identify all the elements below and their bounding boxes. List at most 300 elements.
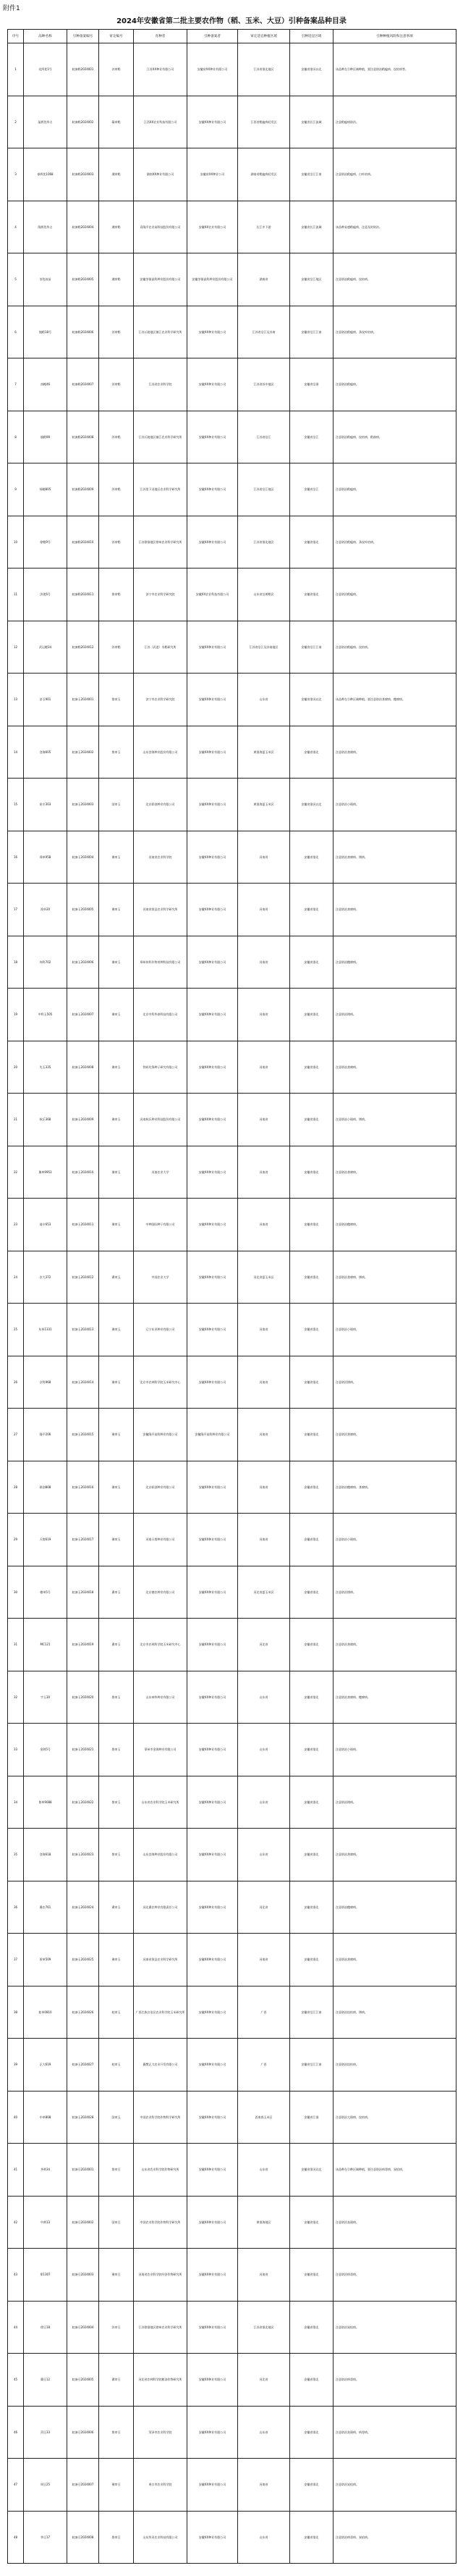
cell-approval-no: 苏审稻	[99, 43, 134, 96]
cell-record-no: 皖备豆2024006	[67, 2406, 99, 2459]
cell-breeder: 济宁市农业科学研究院	[134, 569, 187, 621]
cell-applicant: 安徽XX农业科技有限公司	[187, 569, 238, 621]
cell-applicant: 安徽XX种业有限公司	[187, 411, 238, 463]
cell-breeder: 河北冀农种业有限责任公司	[134, 1881, 187, 1934]
cell-approved-region: 江苏省沿江及苏南	[238, 306, 290, 358]
cell-breeder: 北京市农林科学院玉米研究中心	[134, 1619, 187, 1671]
cell-approved-region: 山东省	[238, 1829, 290, 1881]
cell-variety: 先玉335	[24, 1041, 67, 1094]
cell-record-no: 皖备玉2024013	[67, 1304, 99, 1356]
cell-breeder: 山东登海种业股份有限公司	[134, 1829, 187, 1881]
header-approved-region: 审定适宜种植区域	[238, 30, 290, 43]
cell-risk-notes: 注意防治病毒病。	[334, 2354, 456, 2407]
cell-variety: 东单1331	[24, 1304, 67, 1356]
cell-breeder: 北京市农林科学院玉米研究中心	[134, 1356, 187, 1409]
cell-approved-region: 山东省	[238, 1724, 290, 1776]
table-row	[8, 1041, 456, 1094]
cell-variety: 徐豆18	[24, 2301, 67, 2354]
table-row	[8, 1514, 456, 1566]
cell-record-no: 皖备稻2024012	[67, 621, 99, 674]
cell-approval-no: 湘审稻	[99, 201, 134, 253]
cell-record-no: 皖备玉2024003	[67, 779, 99, 831]
table-row	[8, 1619, 456, 1671]
cell-breeder: 江苏徐淮地区徐州农业科学研究所	[134, 2301, 187, 2354]
cell-intro-region: 安徽省淮北	[290, 569, 334, 621]
cell-variety: 镇稻18号	[24, 306, 67, 358]
cell-index: 29	[8, 1514, 24, 1566]
cell-applicant: 安徽XX种业有限公司	[187, 674, 238, 726]
cell-variety: 武运粳34	[24, 621, 67, 674]
cell-intro-region: 安徽省淮北	[290, 1146, 334, 1199]
cell-record-no: 皖备玉2024010	[67, 1146, 99, 1199]
table-row	[8, 1356, 456, 1409]
table-row	[8, 569, 456, 621]
cell-intro-region: 安徽省淮北	[290, 1514, 334, 1566]
cell-record-no: 皖备玉2024027	[67, 2039, 99, 2092]
table-row	[8, 2354, 456, 2407]
cell-record-no: 皖备玉2024014	[67, 1356, 99, 1409]
cell-record-no: 皖备玉2024011	[67, 1199, 99, 1251]
cell-breeder: 广西壮族自治区农业科学院玉米研究所	[134, 1986, 187, 2039]
cell-intro-region: 安徽省沿江江南	[290, 148, 334, 201]
cell-index: 48	[8, 2511, 24, 2564]
table-row	[8, 148, 456, 201]
cell-record-no: 皖备稻2024005	[67, 253, 99, 306]
cell-record-no: 皖备豆2024001	[67, 2144, 99, 2197]
cell-breeder: 周口市农业科学院	[134, 2459, 187, 2512]
cell-index: 32	[8, 1671, 24, 1724]
cell-breeder: 江苏丘陵地区镇江农业科学研究所	[134, 306, 187, 358]
cell-record-no: 皖备稻2024009	[67, 463, 99, 516]
cell-breeder: 江苏省农业科学院	[134, 358, 187, 411]
cell-record-no: 皖备豆2024008	[67, 2511, 99, 2564]
cell-breeder: 襄樊正大农业开发有限公司	[134, 2039, 187, 2092]
cell-approval-no: 豫审玉	[99, 1094, 134, 1146]
cell-variety: 桂单0810	[24, 1986, 67, 2039]
cell-index: 23	[8, 1199, 24, 1251]
cell-approved-region: 山东省	[238, 1671, 290, 1724]
cell-index: 35	[8, 1829, 24, 1881]
cell-intro-region: 安徽省沿江江南	[290, 2039, 334, 2092]
cell-intro-region: 安徽省淮河以北	[290, 2144, 334, 2197]
cell-breeder: 菏泽市农业科学院	[134, 2406, 187, 2459]
table-row	[8, 358, 456, 411]
cell-variety: 秋乐368	[24, 1094, 67, 1146]
cell-approved-region: 西南春玉米区	[238, 2091, 290, 2144]
cell-variety: 周豆25	[24, 2459, 67, 2512]
table-row	[8, 96, 456, 148]
cell-intro-region: 安徽省淮北	[290, 884, 334, 936]
cell-approved-region: 江西省稻瘟病轻发区	[238, 96, 290, 148]
cell-risk-notes: 注意防治大斑病、纹枯病。	[334, 2091, 456, 2144]
cell-approved-region: 河南省	[238, 936, 290, 989]
cell-variety: 浚单20	[24, 884, 67, 936]
cell-intro-region: 安徽省淮北	[290, 1776, 334, 1829]
cell-record-no: 皖备玉2024025	[67, 1934, 99, 1986]
cell-variety: 裕丰303	[24, 779, 67, 831]
cell-approval-no: 苏审豆	[99, 2301, 134, 2354]
cell-applicant: 安徽XX种业有限公司	[187, 2354, 238, 2407]
cell-approval-no: 鲁审豆	[99, 2511, 134, 2564]
cell-index: 1	[8, 43, 24, 96]
cell-applicant: 安徽XX种业有限公司	[187, 1724, 238, 1776]
cell-risk-notes: 注意防治穗腐病。	[334, 1881, 456, 1934]
cell-approval-no: 冀审玉	[99, 1881, 134, 1934]
table-row	[8, 253, 456, 306]
cell-variety: MC121	[24, 1619, 67, 1671]
cell-index: 11	[8, 569, 24, 621]
cell-applicant: 安徽XX种业有限公司	[187, 989, 238, 1041]
cell-approved-region: 黄淮海夏玉米区	[238, 779, 290, 831]
cell-breeder: 河南省浚县农业科学研究所	[134, 1934, 187, 1986]
cell-applicant: 安徽XX种业有限公司	[187, 2301, 238, 2354]
cell-index: 7	[8, 358, 24, 411]
cell-breeder: 山东登海种业股份有限公司	[134, 726, 187, 779]
cell-index: 15	[8, 779, 24, 831]
cell-variety: 隆平206	[24, 1409, 67, 1461]
cell-approval-no: 苏审稻	[99, 306, 134, 358]
cell-intro-region: 安徽省沿江地区	[290, 253, 334, 306]
cell-variety: 中单808	[24, 2091, 67, 2144]
table-row	[8, 516, 456, 569]
cell-intro-region: 安徽省淮北	[290, 2301, 334, 2354]
cell-risk-notes: 注意防治小斑病、锈病。	[334, 1094, 456, 1146]
cell-approved-region: 河南省	[238, 831, 290, 884]
table-row	[8, 726, 456, 779]
cell-approval-no: 豫审玉	[99, 989, 134, 1041]
table-row	[8, 2196, 456, 2249]
cell-variety: 齐黄34	[24, 2144, 67, 2197]
cell-risk-notes: 注意防治穗腐病。	[334, 1199, 456, 1251]
cell-breeder: 铁岭先锋种子研究有限公司	[134, 1041, 187, 1094]
cell-approved-region: 河北省	[238, 1881, 290, 1934]
cell-breeder: 湖南XX种业有限公司	[134, 148, 187, 201]
cell-risk-notes: 注意防治茎腐病。	[334, 1934, 456, 1986]
cell-approved-region: 河南省	[238, 1409, 290, 1461]
cell-intro-region: 安徽省淮北	[290, 1829, 334, 1881]
cell-approval-no: 苏审稻	[99, 411, 134, 463]
cell-approval-no: 冀审玉	[99, 1566, 134, 1619]
table-row	[8, 1199, 456, 1251]
cell-applicant: 安徽XX种业有限公司	[187, 96, 238, 148]
cell-applicant: 安徽XX种业有限公司	[187, 726, 238, 779]
cell-variety: 华豆17	[24, 2511, 67, 2564]
cell-intro-region: 安徽省淮北	[290, 2459, 334, 2512]
cell-applicant: 安徽XX种业有限公司	[187, 306, 238, 358]
cell-approval-no: 豫审玉	[99, 1304, 134, 1356]
table-row	[8, 1461, 456, 1514]
cell-index: 13	[8, 674, 24, 726]
cell-risk-notes: 注意防治小斑病。	[334, 1514, 456, 1566]
cell-variety: 天塔619	[24, 1514, 67, 1566]
cell-applicant: 安徽XX种业有限公司	[187, 358, 238, 411]
cell-breeder: 江苏里下河地区农业科学研究所	[134, 463, 187, 516]
cell-applicant: 安徽XX种业有限公司	[187, 1776, 238, 1829]
cell-index: 33	[8, 1724, 24, 1776]
cell-approved-region: 河北省夏玉米区	[238, 1566, 290, 1619]
cell-index: 12	[8, 621, 24, 674]
cell-breeder: 江苏XX种业有限公司	[134, 43, 187, 96]
cell-applicant: 安徽XX种业有限公司	[187, 936, 238, 989]
cell-variety: 伟科702	[24, 936, 67, 989]
table-row	[8, 621, 456, 674]
cell-breeder: 山东省农业科学院玉米研究所	[134, 1776, 187, 1829]
cell-intro-region: 安徽省沿江	[290, 411, 334, 463]
cell-approval-no: 冀审豆	[99, 2354, 134, 2407]
cell-applicant: 安徽XX农业有限公司	[187, 201, 238, 253]
cell-applicant: 安徽XX种业有限公司	[187, 2459, 238, 2512]
cell-intro-region: 安徽省淮河以北	[290, 779, 334, 831]
cell-breeder: 济宁市农业科学研究院	[134, 674, 187, 726]
cell-record-no: 皖备豆2024002	[67, 2196, 99, 2249]
cell-risk-notes: 注意防治小斑病。	[334, 1724, 456, 1776]
cell-approved-region: 江苏省苏中地区	[238, 358, 290, 411]
cell-index: 19	[8, 989, 24, 1041]
table-row	[8, 989, 456, 1041]
cell-risk-notes: 注意防治茎腐病。	[334, 1041, 456, 1094]
cell-record-no: 皖备稻2024008	[67, 411, 99, 463]
cell-intro-region: 安徽省沿江江南	[290, 306, 334, 358]
cell-approved-region: 江苏省淮北地区	[238, 2301, 290, 2354]
cell-approval-no: 湘审稻	[99, 253, 134, 306]
cell-record-no: 皖备玉2024005	[67, 884, 99, 936]
cell-record-no: 皖备稻2024010	[67, 516, 99, 569]
cell-index: 46	[8, 2406, 24, 2459]
cell-risk-notes: 该品种在引种区域种植，要注意防治病毒病、炭疽病。	[334, 2144, 456, 2197]
cell-risk-notes: 注意防治灰斑病。	[334, 2196, 456, 2249]
cell-risk-notes: 注意防治茎腐病。	[334, 726, 456, 779]
cell-risk-notes: 注意防治茎腐病。	[334, 884, 456, 936]
table-row	[8, 2406, 456, 2459]
cell-applicant: 安徽XX种业有限公司	[187, 1356, 238, 1409]
cell-breeder: 江苏（武进）水稻研究所	[134, 621, 187, 674]
cell-risk-notes: 注意防治锈病。	[334, 1776, 456, 1829]
cell-intro-region: 安徽省淮北	[290, 2249, 334, 2302]
cell-breeder: 河南省农业科学院	[134, 831, 187, 884]
cell-applicant: 安徽XX种业有限公司	[187, 1829, 238, 1881]
cell-breeder: 山东省农业科学院作物研究所	[134, 2144, 187, 2197]
cell-index: 3	[8, 148, 24, 201]
cell-intro-region: 安徽省淮北	[290, 516, 334, 569]
cell-approval-no: 鲁审玉	[99, 1829, 134, 1881]
table-row	[8, 2091, 456, 2144]
cell-intro-region: 安徽省淮北	[290, 1356, 334, 1409]
cell-risk-notes: 注意防治茎腐病。	[334, 1619, 456, 1671]
cell-breeder: 莱州市金海种业有限公司	[134, 1724, 187, 1776]
cell-intro-region: 安徽省淮北	[290, 1934, 334, 1986]
cell-variety: 迪卡653	[24, 1199, 67, 1251]
cell-approved-region: 山东省	[238, 2511, 290, 2564]
cell-applicant: 安徽XX种业有限公司	[187, 1146, 238, 1199]
cell-intro-region: 安徽省淮河以北	[290, 674, 334, 726]
cell-index: 6	[8, 306, 24, 358]
cell-applicant: 安徽XX种业有限公司	[187, 1304, 238, 1356]
cell-approval-no: 豫审玉	[99, 1356, 134, 1409]
variety-table	[7, 29, 456, 2564]
cell-risk-notes: 该品种在引种区域种植，要注意防治稻瘟病、纹枯病等。	[334, 43, 456, 96]
cell-risk-notes: 注意防治小斑病。	[334, 779, 456, 831]
table-row	[8, 1251, 456, 1304]
cell-intro-region: 安徽省淮北	[290, 831, 334, 884]
cell-risk-notes: 注意防治炭疽病。	[334, 2301, 456, 2354]
cell-intro-region: 安徽省淮北	[290, 2354, 334, 2407]
cell-record-no: 皖备玉2024012	[67, 1251, 99, 1304]
cell-risk-notes: 注意防治纹枯病。	[334, 2039, 456, 2092]
cell-intro-region: 安徽省淮北	[290, 1461, 334, 1514]
cell-approved-region: 长江中下游	[238, 201, 290, 253]
cell-approved-region: 湖南省	[238, 253, 290, 306]
cell-variety: 菏豆33	[24, 2406, 67, 2459]
cell-breeder: 辽宁东亚种业有限公司	[134, 1304, 187, 1356]
cell-risk-notes: 注意防治稻瘟病。	[334, 358, 456, 411]
cell-risk-notes: 注意防治稻瘟病、纹枯病。	[334, 621, 456, 674]
cell-approval-no: 豫审豆	[99, 2459, 134, 2512]
table-row	[8, 1724, 456, 1776]
cell-record-no: 皖备稻2024002	[67, 96, 99, 148]
cell-approval-no: 鲁审豆	[99, 2144, 134, 2197]
cell-risk-notes: 注意防治病毒病、炭疽病。	[334, 2511, 456, 2564]
cell-variety: 中黄13	[24, 2196, 67, 2249]
cell-index: 25	[8, 1304, 24, 1356]
cell-index: 34	[8, 1776, 24, 1829]
cell-breeder: 山东华亚农业科技有限公司	[134, 2511, 187, 2564]
cell-variety: 登海605	[24, 726, 67, 779]
cell-approved-region: 河南省	[238, 1199, 290, 1251]
table-row	[8, 2144, 456, 2197]
cell-intro-region: 安徽省沿江江南	[290, 1986, 334, 2039]
cell-breeder: 河南天塔种业有限公司	[134, 1514, 187, 1566]
cell-record-no: 皖备玉2024023	[67, 1829, 99, 1881]
cell-risk-notes: 注意防治稻瘟病、条纹叶枯病。	[334, 516, 456, 569]
cell-applicant: 安徽XX种业有限公司	[187, 2249, 238, 2302]
cell-variety: 宇玉30	[24, 1671, 67, 1724]
cell-record-no: 皖备玉2024028	[67, 2091, 99, 2144]
cell-approved-region: 山东省	[238, 674, 290, 726]
cell-record-no: 皖备玉2024015	[67, 1409, 99, 1461]
table-header-row	[8, 30, 456, 43]
cell-approval-no: 鲁审玉	[99, 726, 134, 779]
cell-intro-region: 安徽省淮北	[290, 1881, 334, 1934]
cell-approved-region: 河南省	[238, 1514, 290, 1566]
cell-index: 18	[8, 936, 24, 989]
cell-record-no: 皖备玉2024004	[67, 831, 99, 884]
cell-intro-region: 安徽省淮北	[290, 1304, 334, 1356]
cell-risk-notes: 注意防治稻瘟病、白叶枯病。	[334, 148, 456, 201]
cell-record-no: 皖备豆2024004	[67, 2301, 99, 2354]
cell-applicant: 安徽XX种业有限公司	[187, 2039, 238, 2092]
cell-variety: 南粳46	[24, 358, 67, 411]
cell-record-no: 皖备玉2024007	[67, 989, 99, 1041]
cell-approval-no: 湘审稻	[99, 148, 134, 201]
cell-approved-region: 河南省	[238, 1146, 290, 1199]
cell-approval-no: 冀审玉	[99, 1251, 134, 1304]
cell-variety: 浚单509	[24, 1934, 67, 1986]
cell-variety: 正大619	[24, 2039, 67, 2092]
cell-applicant: 安徽XX种业有限公司	[187, 1619, 238, 1671]
cell-approval-no: 豫审玉	[99, 936, 134, 989]
cell-breeder: 北京德农种业有限公司	[134, 1566, 187, 1619]
table-row	[8, 1094, 456, 1146]
table-row	[8, 2459, 456, 2512]
cell-index: 17	[8, 884, 24, 936]
cell-index: 2	[8, 96, 24, 148]
cell-approved-region: 广西	[238, 1986, 290, 2039]
cell-record-no: 皖备玉2024017	[67, 1514, 99, 1566]
cell-approved-region: 广西	[238, 2039, 290, 2092]
cell-variety: 联创808	[24, 1461, 67, 1514]
cell-risk-notes: 注意防治稻瘟病、纹枯病。	[334, 253, 456, 306]
cell-breeder: 中国农业大学	[134, 1251, 187, 1304]
cell-intro-region: 安徽省淮北	[290, 2196, 334, 2249]
cell-record-no: 皖备稻2024001	[67, 43, 99, 96]
cell-approved-region: 河南省	[238, 1934, 290, 1986]
cell-approved-region: 山东省	[238, 2144, 290, 2197]
table-row	[8, 831, 456, 884]
cell-variety: 济玉901	[24, 674, 67, 726]
header-index: 序号	[8, 30, 24, 43]
cell-index: 9	[8, 463, 24, 516]
cell-risk-notes: 注意防治稻瘟病。	[334, 463, 456, 516]
cell-approval-no: 赣审稻	[99, 96, 134, 148]
cell-record-no: 皖备玉2024001	[67, 674, 99, 726]
cell-approved-region: 河南省	[238, 2249, 290, 2302]
table-row	[8, 306, 456, 358]
cell-approved-region: 山东省	[238, 2406, 290, 2459]
cell-risk-notes: 注意防治病毒病。	[334, 2249, 456, 2302]
table-row	[8, 411, 456, 463]
cell-record-no: 皖备豆2024005	[67, 2354, 99, 2407]
header-approval-no: 审定编号	[99, 30, 134, 43]
cell-index: 28	[8, 1461, 24, 1514]
cell-risk-notes: 注意稻瘟病防治。	[334, 96, 456, 148]
table-row	[8, 1566, 456, 1619]
cell-applicant: 安徽XX种业有限公司	[187, 516, 238, 569]
table-row	[8, 1409, 456, 1461]
cell-approval-no: 苏审稻	[99, 621, 134, 674]
cell-risk-notes: 注意防治锈病。	[334, 1566, 456, 1619]
cell-applicant: 安徽XX种业有限公司	[187, 1881, 238, 1934]
cell-variety: 京科968	[24, 1356, 67, 1409]
cell-index: 39	[8, 2039, 24, 2092]
cell-applicant: 安徽XX种业有限公司	[187, 779, 238, 831]
table-row	[8, 1671, 456, 1724]
document-title: 2024年安徽省第二批主要农作物（稻、玉米、大豆）引种备案品种目录	[116, 17, 347, 25]
cell-breeder: 中国农业科学院作物科学研究所	[134, 2196, 187, 2249]
cell-record-no: 皖备玉2024019	[67, 1619, 99, 1671]
cell-risk-notes: 注意防治穗腐病。	[334, 936, 456, 989]
cell-approval-no: 鲁审玉	[99, 1671, 134, 1724]
cell-variety: 农大372	[24, 1251, 67, 1304]
cell-approval-no: 桂审玉	[99, 1986, 134, 2039]
header-variety: 品种名称	[24, 30, 67, 43]
cell-intro-region: 安徽省沿淮	[290, 358, 334, 411]
cell-intro-region: 安徽省沿江	[290, 463, 334, 516]
cell-applicant: 安徽XX种业有限公司	[187, 1934, 238, 1986]
cell-record-no: 皖备玉2024006	[67, 936, 99, 989]
table-row	[8, 1146, 456, 1199]
cell-approval-no: 苏审稻	[99, 463, 134, 516]
cell-index: 40	[8, 2091, 24, 2144]
cell-approved-region: 黄淮海地区	[238, 2196, 290, 2249]
cell-index: 10	[8, 516, 24, 569]
cell-applicant: 安徽省XX种业有限公司	[187, 43, 238, 96]
cell-intro-region: 安徽省淮河以北	[290, 43, 334, 96]
cell-record-no: 皖备豆2024007	[67, 2459, 99, 2512]
cell-approved-region: 河南省	[238, 2459, 290, 2512]
cell-intro-region: 安徽省江淮	[290, 2091, 334, 2144]
cell-risk-notes: 注意防治锈病。	[334, 989, 456, 1041]
cell-approved-region: 河南省	[238, 1041, 290, 1094]
